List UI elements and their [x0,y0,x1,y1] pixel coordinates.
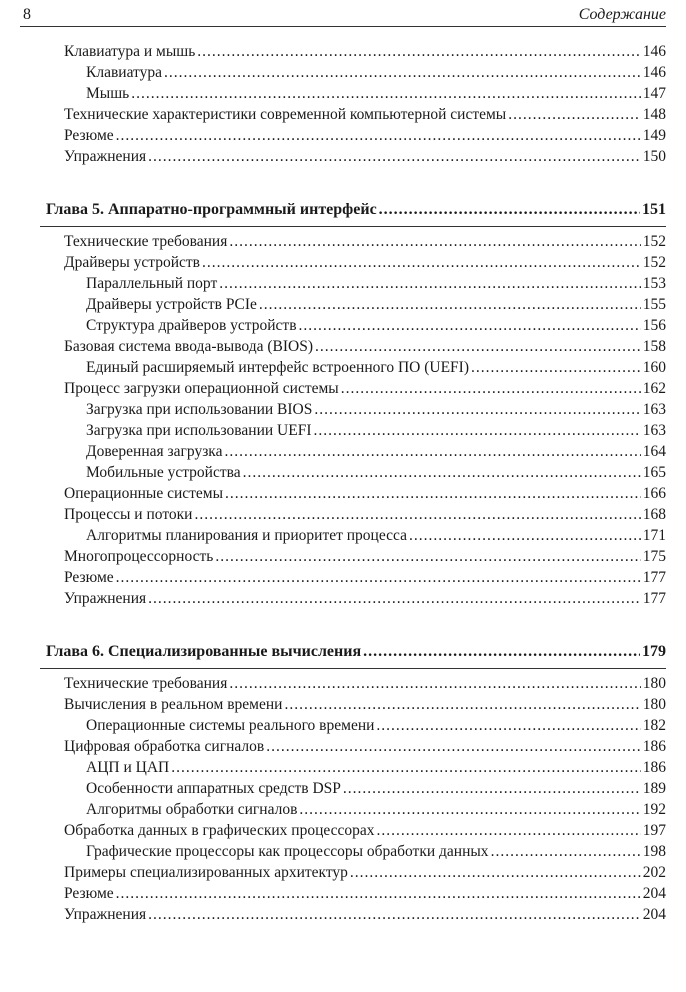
toc-entry[interactable] [64,821,666,841]
toc-entry-title: Особенности аппаратных средств DSP [86,780,341,797]
chapter-page: 151 [642,201,666,218]
toc-entry[interactable] [86,400,666,420]
toc-entry-title: Процесс загрузки операционной системы [64,380,339,397]
toc-entry-page: 175 [642,548,666,565]
toc-entry-page: 149 [642,127,666,144]
toc-entry[interactable] [86,274,666,294]
toc-entry-page: 189 [642,780,666,797]
chapter-heading[interactable] [46,200,666,220]
toc-entry[interactable] [86,295,666,315]
leader-dots [219,274,641,294]
toc-entry[interactable] [64,547,666,567]
chapter-title: Глава 6. Специализированные вычисления [46,643,362,660]
toc-entry[interactable] [64,905,666,925]
leader-dots [116,126,641,146]
toc-entry-page: 147 [642,85,666,102]
leader-dots [197,42,640,62]
toc-entry[interactable] [64,884,666,904]
chapter-divider [40,226,666,227]
toc-entry-title: Мышь [86,85,130,102]
toc-entry-page: 171 [642,527,666,544]
leader-dots [379,200,640,220]
toc-entry[interactable] [86,716,666,736]
toc-entry[interactable] [86,758,666,778]
leader-dots [194,505,640,525]
toc-entry-page: 177 [642,569,666,586]
page-number: 8 [23,6,31,23]
leader-dots [350,863,641,883]
toc-entry[interactable] [64,379,666,399]
toc-entry[interactable] [86,463,666,483]
toc-entry-title: Резюме [64,885,114,902]
toc-entry-title: Единый расширяемый интерфейс встроенного ПО (UEFI) [86,359,469,376]
toc-entry[interactable] [86,442,666,462]
toc-entry-page: 177 [642,590,666,607]
toc-entry-page: 204 [642,906,666,923]
toc-entry[interactable] [64,863,666,883]
toc-entry-title: Примеры специализированных архитектур [64,864,348,881]
leader-dots [229,232,640,252]
toc-entry-title: Резюме [64,127,114,144]
leader-dots [225,442,641,462]
toc-entry-page: 186 [642,759,666,776]
toc-entry-title: Клавиатура и мышь [64,43,196,60]
toc-entry[interactable] [64,505,666,525]
chapter-title: Глава 5. Аппаратно-программный интерфейс [46,201,377,218]
toc-entry-page: 165 [642,464,666,481]
toc-entry[interactable] [64,337,666,357]
toc-entry-title: Драйверы устройств [64,254,201,271]
toc-entry-title: Клавиатура [86,64,162,81]
toc-entry-title: Драйверы устройств PCIe [86,296,257,313]
leader-dots [471,358,641,378]
toc-entry[interactable] [64,126,666,146]
toc-entry[interactable] [64,253,666,273]
toc-entry-page: 168 [642,506,666,523]
toc-entry-title: Загрузка при использовании UEFI [86,422,312,439]
running-title: Содержание [578,6,666,23]
toc-entry-page: 192 [642,801,666,818]
toc-entry-page: 146 [642,64,666,81]
leader-dots [491,842,641,862]
toc-entry-page: 156 [642,317,666,334]
toc-entry-page: 152 [642,233,666,250]
toc-entry-page: 198 [642,843,666,860]
leader-dots [148,589,641,609]
toc-entry-page: 197 [642,822,666,839]
toc-entry-title: Технические требования [64,675,228,692]
toc-entry-page: 164 [642,443,666,460]
toc-entry[interactable] [86,63,666,83]
toc-entry[interactable] [86,316,666,336]
leader-dots [215,547,640,567]
toc-entry[interactable] [64,484,666,504]
leader-dots [164,63,641,83]
toc-entry[interactable] [64,147,666,167]
leader-dots [202,253,641,273]
toc-entry[interactable] [86,779,666,799]
toc-entry[interactable] [86,358,666,378]
leader-dots [131,84,641,104]
leader-dots [377,821,641,841]
toc-entry[interactable] [64,589,666,609]
toc-entry-page: 163 [642,422,666,439]
toc-entry-title: Мобильные устройства [86,464,241,481]
toc-entry-title: Параллельный порт [86,275,218,292]
chapter-page: 179 [642,643,666,660]
toc-entry-title: Операционные системы реального времени [86,717,375,734]
toc-entry[interactable] [64,674,666,694]
leader-dots [313,421,640,441]
leader-dots [171,758,641,778]
leader-dots [284,695,640,715]
toc-entry-title: Процессы и потоки [64,506,193,523]
toc-entry[interactable] [64,42,666,62]
leader-dots [299,316,641,336]
page-header [20,4,666,27]
toc-entry-title: Доверенная загрузка [86,443,223,460]
toc-entry-page: 150 [642,148,666,165]
leader-dots [315,337,641,357]
leader-dots [299,800,640,820]
leader-dots [508,105,641,125]
leader-dots [148,147,641,167]
toc-entry-title: Цифровая обработка сигналов [64,738,265,755]
leader-dots [266,737,641,757]
leader-dots [259,295,641,315]
toc-entry-page: 162 [642,380,666,397]
toc-entry[interactable] [64,105,666,125]
toc-entry-title: Технические характеристики современной компьютерной системы [64,106,507,123]
leader-dots [148,905,641,925]
toc-entry-title: Загрузка при использовании BIOS [86,401,313,418]
toc-entry-page: 158 [642,338,666,355]
toc-entry-title: Операционные системы [64,485,224,502]
leader-dots [243,463,641,483]
chapter-heading[interactable] [46,642,666,662]
toc-entry-title: Упражнения [64,906,147,923]
toc-entry-page: 155 [642,296,666,313]
leader-dots [229,674,640,694]
toc-entry-title: Базовая система ввода-вывода (BIOS) [64,338,314,355]
leader-dots [341,379,641,399]
leader-dots [343,779,641,799]
toc-entry[interactable] [64,737,666,757]
leader-dots [409,526,641,546]
toc-entry-page: 153 [642,275,666,292]
toc-entry-page: 163 [642,401,666,418]
toc-entry-title: Упражнения [64,590,147,607]
toc-entry[interactable] [64,695,666,715]
toc-entry-title: Вычисления в реальном времени [64,696,283,713]
toc-entry-page: 186 [642,738,666,755]
toc-entry[interactable] [86,421,666,441]
toc-entry-page: 160 [642,359,666,376]
toc-entry-page: 182 [642,717,666,734]
toc-entry[interactable] [86,84,666,104]
toc-entry[interactable] [86,526,666,546]
toc-entry-title: Обработка данных в графических процессорах [64,822,375,839]
toc-entry-page: 180 [642,675,666,692]
toc-entry-page: 146 [642,43,666,60]
leader-dots [116,884,641,904]
toc-entry-page: 166 [642,485,666,502]
toc-entry-title: Резюме [64,569,114,586]
leader-dots [225,484,641,504]
toc-entry[interactable] [64,232,666,252]
leader-dots [376,716,640,736]
leader-dots [116,568,641,588]
toc-entry[interactable] [64,568,666,588]
toc-entry-title: Графические процессоры как процессоры обработки данных [86,843,489,860]
toc-entry-title: Алгоритмы планирования и приоритет процесса [86,527,407,544]
chapter-divider [40,668,666,669]
toc-entry-title: Многопроцессорность [64,548,214,565]
leader-dots [363,642,640,662]
toc-entry[interactable] [86,842,666,862]
toc-entry-title: Структура драйверов устройств [86,317,297,334]
toc-entry-page: 152 [642,254,666,271]
toc-entry-page: 204 [642,885,666,902]
toc-entry[interactable] [86,800,666,820]
toc-entry-page: 148 [642,106,666,123]
toc-entry-page: 202 [642,864,666,881]
toc-entry-title: Упражнения [64,148,147,165]
toc-entry-title: АЦП и ЦАП [86,759,170,776]
toc-entry-title: Алгоритмы обработки сигналов [86,801,298,818]
toc-entry-title: Технические требования [64,233,228,250]
toc-entry-page: 180 [642,696,666,713]
leader-dots [314,400,640,420]
